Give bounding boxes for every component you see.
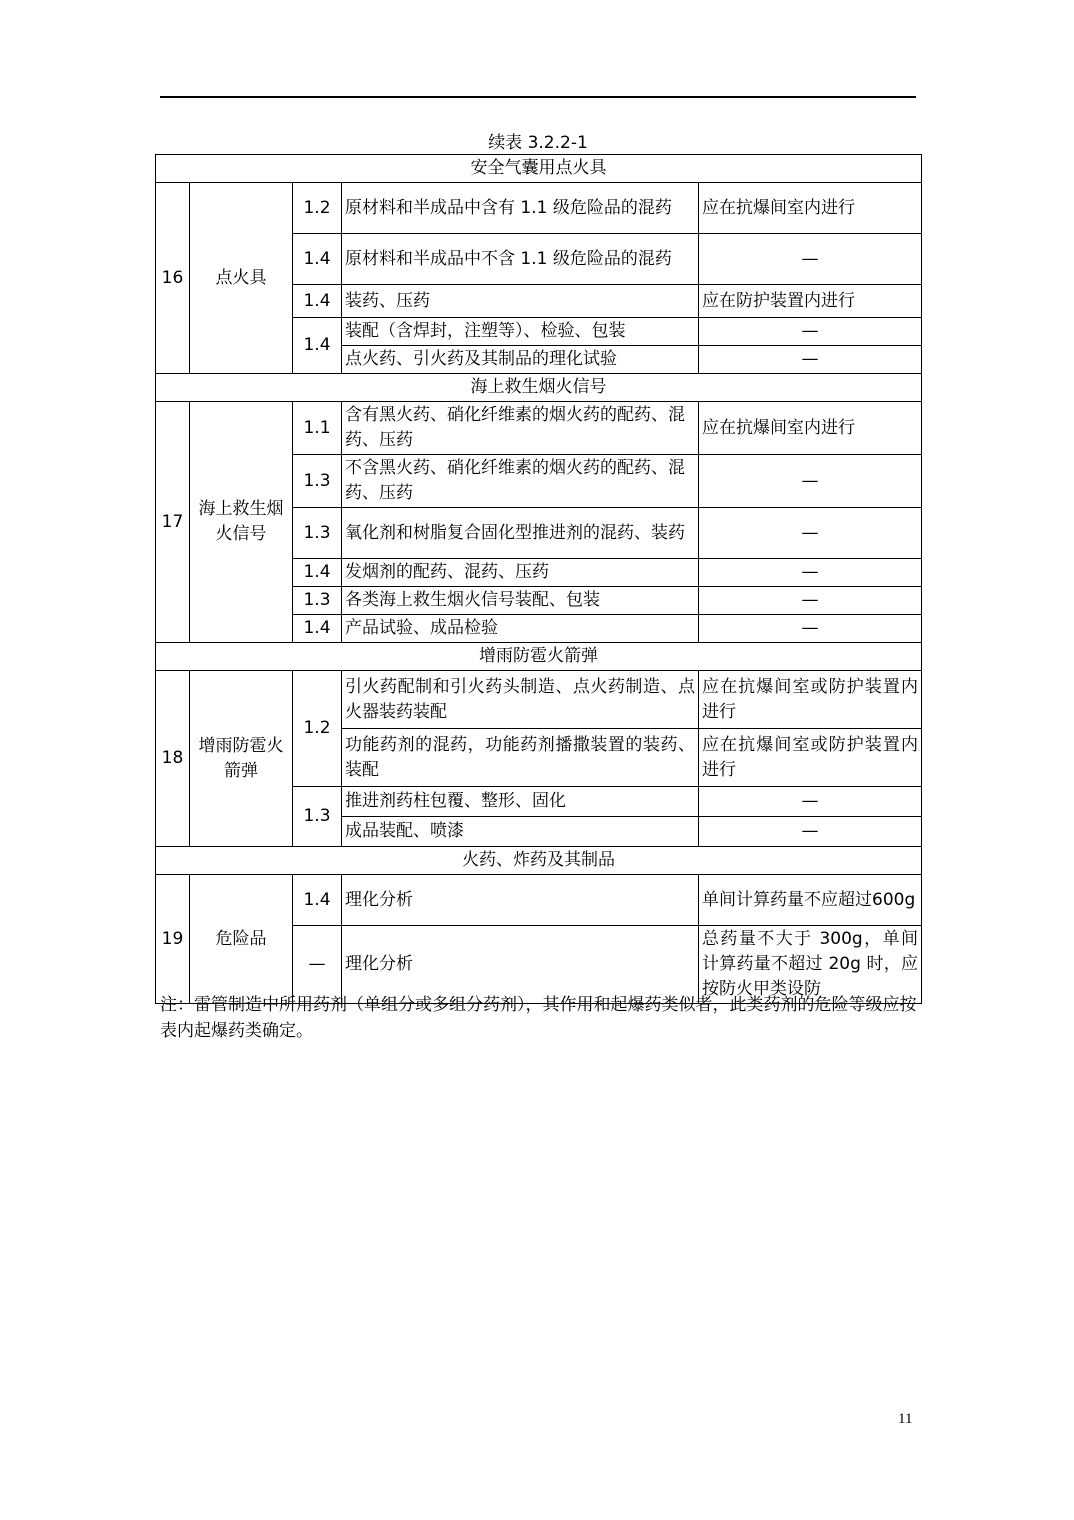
requirement-cell: — [699,559,922,587]
hazard-level: 1.4 [293,615,342,643]
process-cell: 理化分析 [342,875,699,926]
item-name: 增雨防雹火箭弹 [190,671,293,847]
hazard-level: 1.4 [293,318,342,374]
hazard-level: 1.4 [293,234,342,285]
hazard-level: 1.3 [293,787,342,847]
process-cell: 原材料和半成品中含有 1.1 级危险品的混药 [342,183,699,234]
header-rule [160,96,916,98]
section-title: 火药、炸药及其制品 [156,847,922,875]
item-name: 点火具 [190,183,293,374]
hazard-level: 1.4 [293,875,342,926]
process-cell: 引火药配制和引火药头制造、点火药制造、点火器装药装配 [342,671,699,729]
process-cell: 成品装配、喷漆 [342,817,699,847]
requirement-cell: 应在抗爆间室内进行 [699,402,922,455]
process-cell: 装药、压药 [342,285,699,318]
item-name: 海上救生烟火信号 [190,402,293,643]
requirement-cell: 单间计算药量不应超过600g [699,875,922,926]
hazard-classification-table [155,154,922,1004]
process-cell: 点火药、引火药及其制品的理化试验 [342,346,699,374]
hazard-level: 1.4 [293,559,342,587]
requirement-cell: — [699,318,922,346]
requirement-cell: — [699,346,922,374]
process-cell: 含有黑火药、硝化纤维素的烟火药的配药、混药、压药 [342,402,699,455]
requirement-cell: — [699,615,922,643]
process-cell: 各类海上救生烟火信号装配、包装 [342,587,699,615]
requirement-cell: — [699,787,922,817]
process-cell: 产品试验、成品检验 [342,615,699,643]
hazard-level: 1.3 [293,508,342,559]
process-cell: 不含黑火药、硝化纤维素的烟火药的配药、混药、压药 [342,455,699,508]
requirement-cell: 应在抗爆间室内进行 [699,183,922,234]
table-footnote: 注：雷管制造中所用药剂（单组分或多组分药剂），其作用和起爆药类似者，此类药剂的危险等级应按表内起爆药类确定。 [160,995,917,1041]
page-number: 11 [898,1411,913,1427]
section-title: 增雨防雹火箭弹 [156,643,922,671]
hazard-level: 1.2 [293,671,342,787]
requirement-cell: — [699,455,922,508]
table-caption: 续表 3.2.2-1 [488,133,588,153]
requirement-cell: 应在抗爆间室或防护装置内进行 [699,671,922,729]
section-title: 海上救生烟火信号 [156,374,922,402]
process-cell: 原材料和半成品中不含 1.1 级危险品的混药 [342,234,699,285]
hazard-level: 1.2 [293,183,342,234]
requirement-cell: — [699,817,922,847]
section-title: 安全气囊用点火具 [156,155,922,183]
requirement-cell: 应在抗爆间室或防护装置内进行 [699,729,922,787]
hazard-level: 1.3 [293,587,342,615]
item-number: 18 [156,671,190,847]
process-cell: 功能药剂的混药，功能药剂播撒装置的装药、装配 [342,729,699,787]
requirement-cell: — [699,234,922,285]
hazard-level: 1.4 [293,285,342,318]
process-cell: 装配（含焊封，注塑等）、检验、包装 [342,318,699,346]
item-name: 危险品 [190,875,293,1004]
item-number: 19 [156,875,190,1004]
process-cell: 理化分析 [342,926,699,1004]
item-number: 16 [156,183,190,374]
process-cell: 推进剂药柱包覆、整形、固化 [342,787,699,817]
requirement-cell: 总药量不大于 300g，单间计算药量不超过 20g 时，应按防火甲类设防 [699,926,922,1004]
hazard-level: — [293,926,342,1004]
hazard-level: 1.1 [293,402,342,455]
requirement-cell: 应在防护装置内进行 [699,285,922,318]
hazard-level: 1.3 [293,455,342,508]
process-cell: 氧化剂和树脂复合固化型推进剂的混药、装药 [342,508,699,559]
requirement-cell: — [699,508,922,559]
requirement-cell: — [699,587,922,615]
process-cell: 发烟剂的配药、混药、压药 [342,559,699,587]
item-number: 17 [156,402,190,643]
